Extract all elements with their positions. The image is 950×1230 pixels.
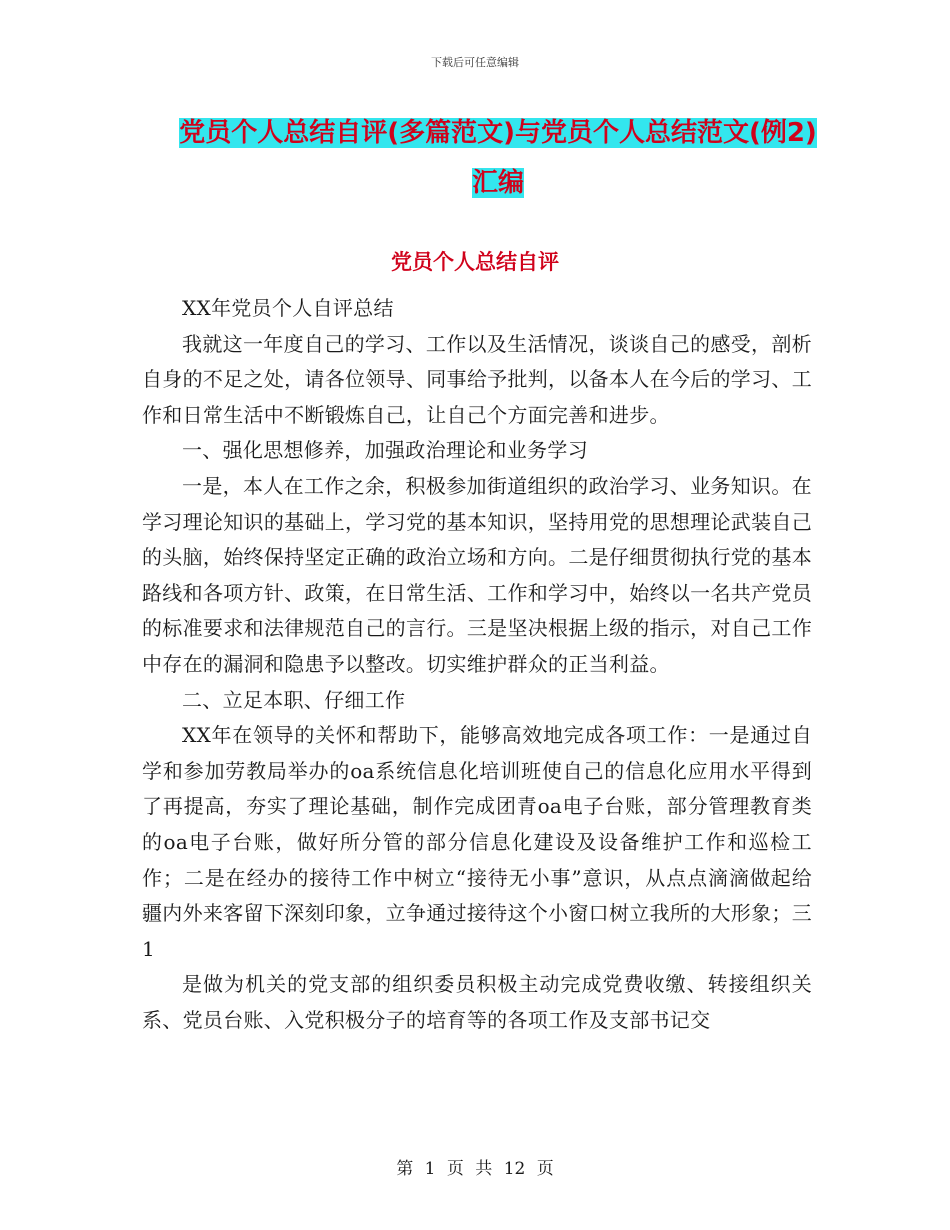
paragraph: 是做为机关的党支部的组织委员积极主动完成党费收缴、转接组织关系、党员台账、入党积极分子的培育等的各项工作及支部书记交: [142, 972, 812, 1032]
paragraph: XX年党员个人自评总结: [182, 296, 394, 320]
paragraph: XX年在领导的关怀和帮助下，能够高效地完成各项工作：一是通过自学和参加劳教局举办的oa系统信息化培训班使自己的信息化应用水平得到了再提高，夯实了理论基础，制作完成团青oa电子台账，部分管理教育类的oa电子台账，做好所分管的部分信息化建设及设备维护工作和巡检工作；二是在经办的接待工作中树立“接待无小事”意识，从点点滴滴做起给疆内外来客留下深刻印象，立争通过接待这个小窗口树立我所的大形象；三 1: [142, 723, 812, 961]
document-body: [142, 291, 812, 1038]
page-number: 第 1 页 共 12 页: [396, 1159, 554, 1179]
section-title: 党员个人总结自评: [391, 250, 559, 274]
paragraph-heading: 二、立足本职、仔细工作: [182, 687, 406, 712]
paragraph: 我就这一年度自己的学习、工作以及生活情况，谈谈自己的感受，剖析自身的不足之处，请各位领导、同事给予批判，以备本人在今后的学习、工作和日常生活中不断锻炼自己，让自己个方面完善和进步。: [142, 331, 812, 427]
document-title-text: 党员个人总结自评(多篇范文)与党员个人总结范文(例2)汇编: [179, 118, 817, 198]
paragraph-heading: 一、强化思想修养，加强政治理论和业务学习: [182, 438, 588, 463]
document-title: [178, 108, 818, 208]
page-header-note: 下载后可任意编辑: [431, 56, 519, 69]
paragraph: 一是，本人在工作之余，积极参加街道组织的政治学习、业务知识。在学习理论知识的基础上，学习党的基本知识，坚持用党的思想理论武装自己的头脑，始终保持坚定正确的政治立场和方向。二是仔细贯彻执行党的基本路线和各项方针、政策，在日常生活、工作和学习中，始终以一名共产党员的标准要求和法律规范自己的言行。三是坚决根据上级的指示，对自己工作中存在的漏洞和隐患予以整改。切实维护群众的正当利益。: [142, 473, 812, 676]
